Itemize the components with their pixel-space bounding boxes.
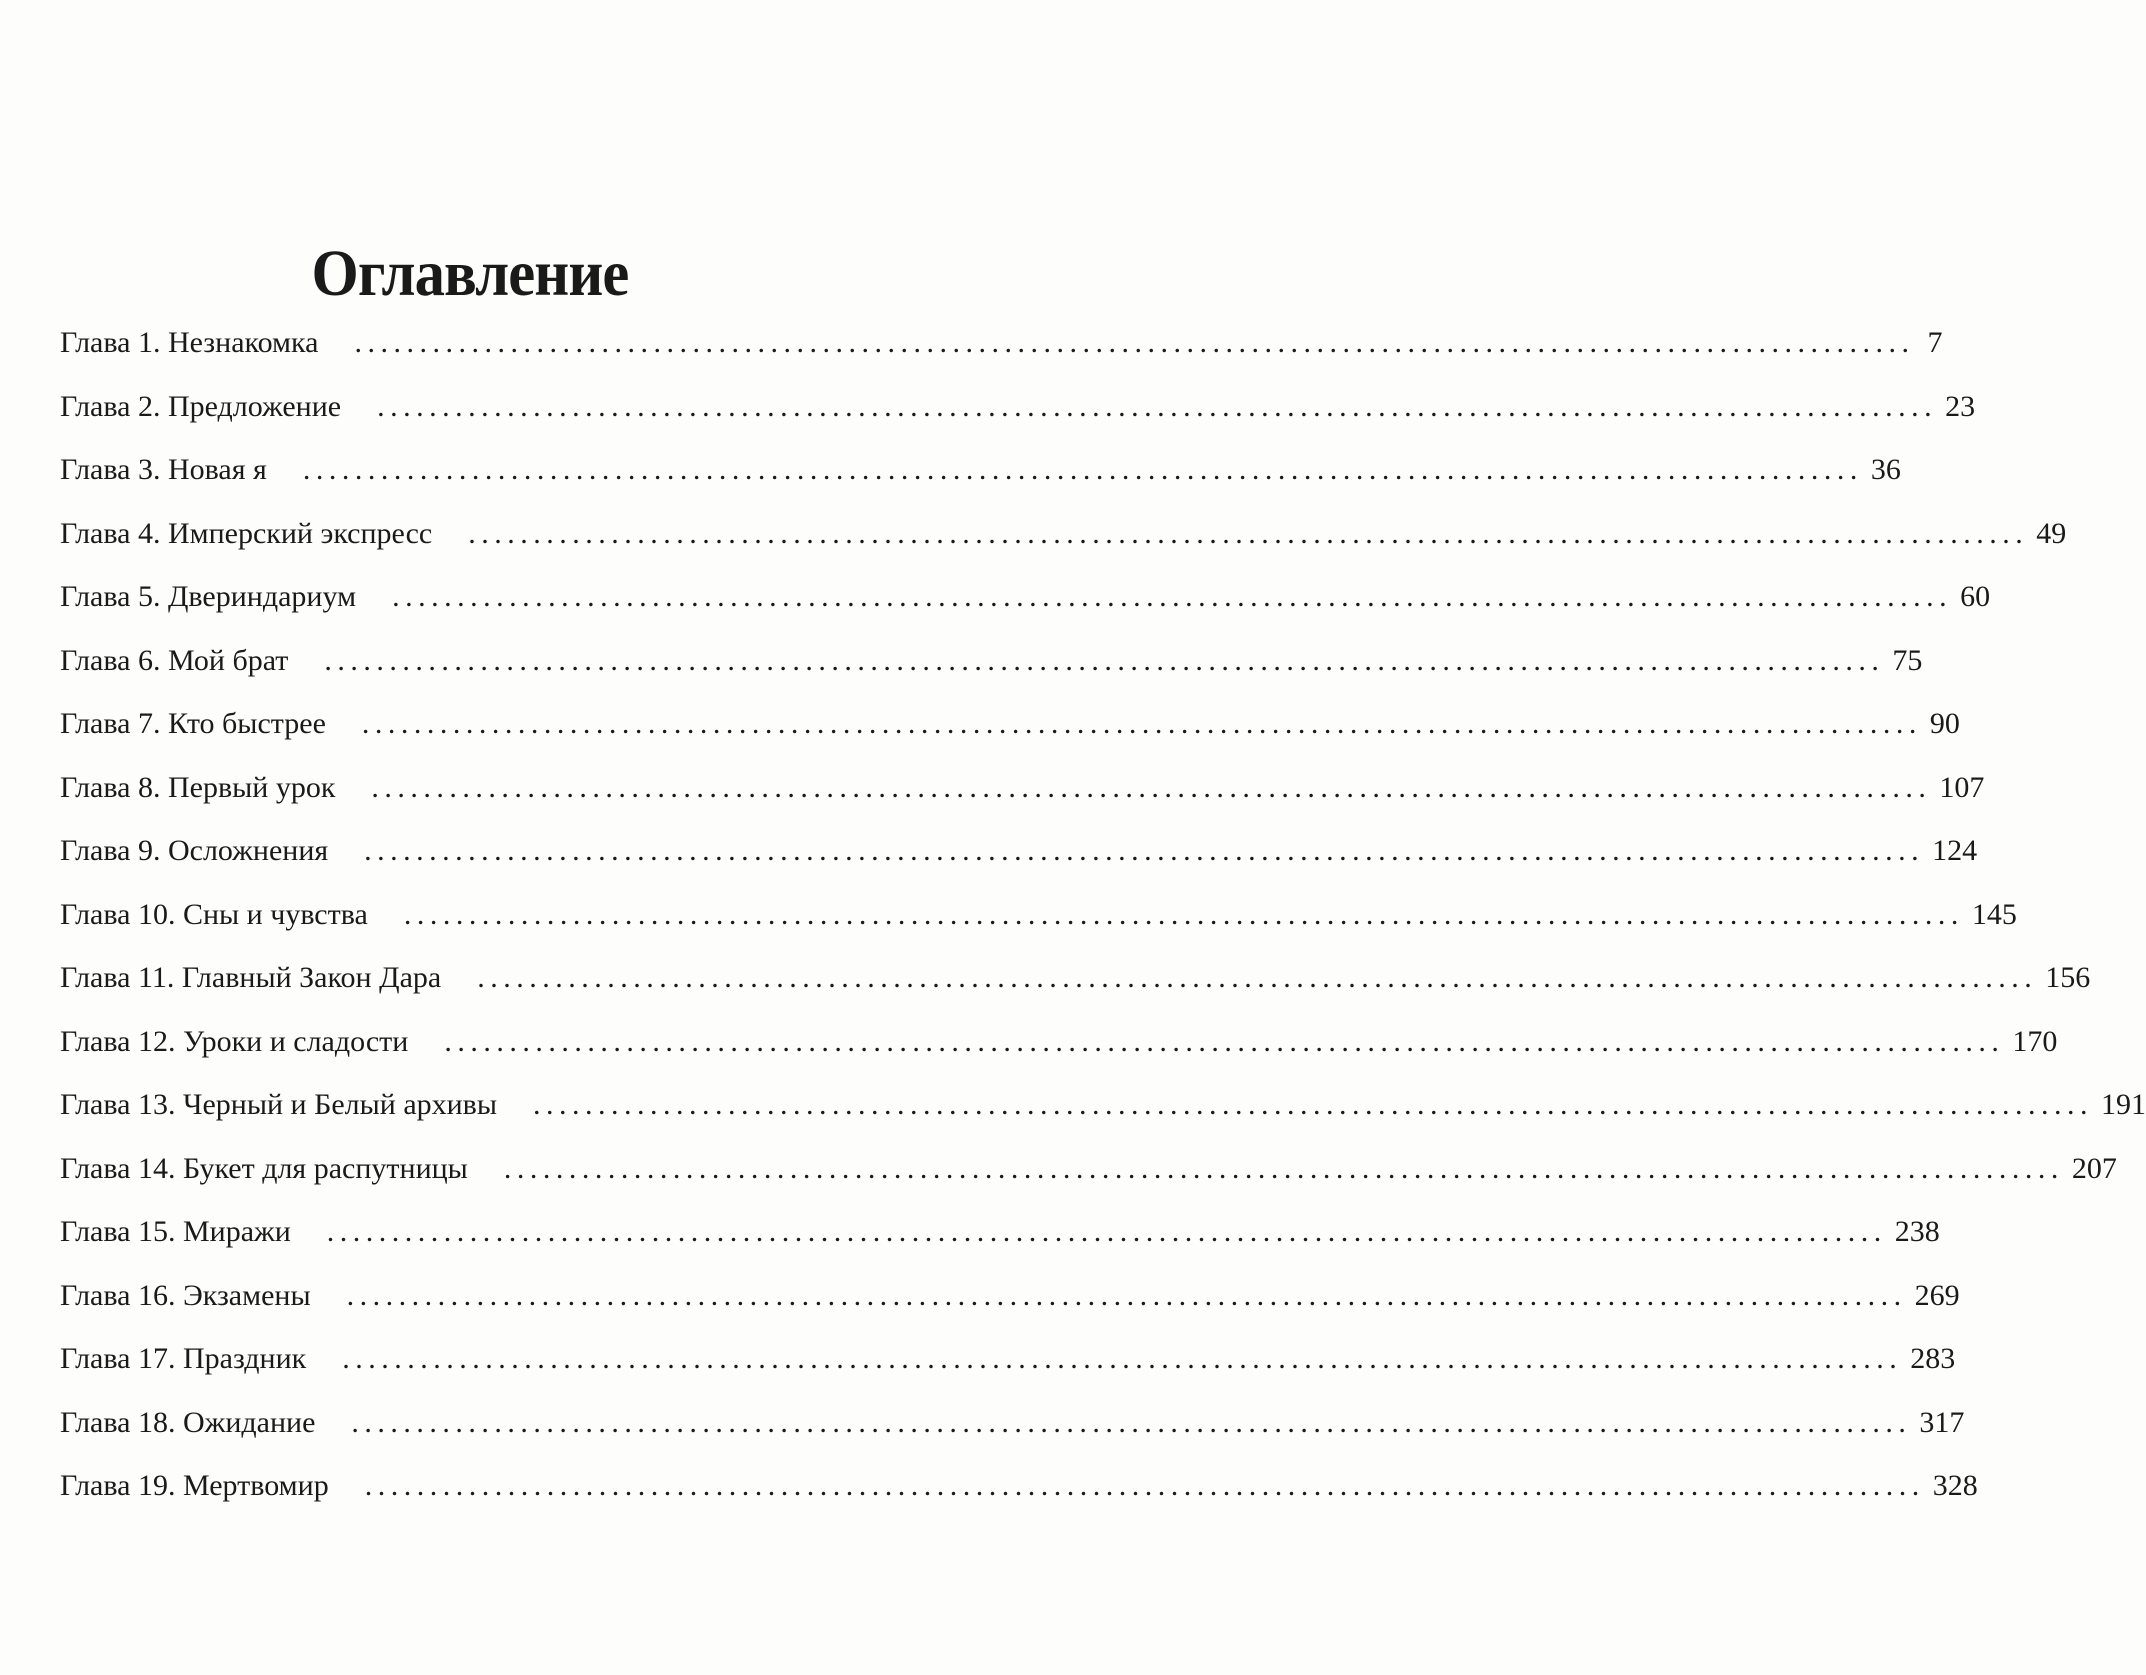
toc-entry <box>60 834 1978 898</box>
page-title: Оглавление <box>311 237 629 311</box>
dot-leader: ........................................................................................................................ <box>403 897 1964 931</box>
toc-entry <box>60 897 2017 962</box>
chapter-title: Глава 16. Экзамены <box>60 1278 311 1312</box>
toc-entry <box>60 1278 1960 1343</box>
toc-entry <box>60 643 1923 708</box>
toc-entry <box>60 453 1901 517</box>
chapter-title: Глава 15. Миражи <box>60 1215 291 1248</box>
chapter-title: Глава 4. Имперский экспресс <box>60 516 433 550</box>
chapter-title: Глава 2. Предложение <box>60 389 342 423</box>
dot-leader: ........................................................................................................................ <box>444 1024 2005 1058</box>
chapter-title: Глава 9. Осложнения <box>60 834 329 867</box>
dot-leader: ........................................................................................................................ <box>377 389 1938 423</box>
chapter-title: Глава 14. Букет для распутницы <box>60 1151 468 1185</box>
page-number: 328 <box>1932 1469 1978 1502</box>
page-number: 36 <box>1870 453 1901 486</box>
page-number: 124 <box>1932 834 1978 867</box>
dot-leader: ........................................................................................................................ <box>468 516 2029 550</box>
chapter-title: Глава 19. Мертвомир <box>60 1469 329 1502</box>
dot-leader: ........................................................................................................................ <box>354 326 1915 359</box>
toc-entry <box>60 1405 1965 1470</box>
dot-leader: ........................................................................................................................ <box>342 1342 1903 1375</box>
dot-leader: ........................................................................................................................ <box>503 1151 2064 1185</box>
dot-leader: ........................................................................................................................ <box>392 580 1953 613</box>
page-number: 107 <box>1939 770 1985 804</box>
dot-leader: ........................................................................................................................ <box>346 1278 1907 1312</box>
chapter-title: Глава 6. Мой брат <box>60 643 289 677</box>
dot-leader: ........................................................................................................................ <box>364 1469 1925 1502</box>
toc-entry <box>60 1469 1978 1533</box>
page-number: 207 <box>2071 1151 2117 1185</box>
chapter-title: Глава 13. Черный и Белый архивы <box>60 1088 498 1121</box>
chapter-title: Глава 5. Двериндариум <box>60 580 357 613</box>
toc-entry <box>60 1088 2146 1152</box>
toc-entry <box>60 707 1960 771</box>
page-number: 269 <box>1914 1278 1960 1312</box>
page-number: 75 <box>1892 643 1923 677</box>
chapter-title: Глава 8. Первый урок <box>60 770 336 804</box>
toc-entry <box>60 326 1943 390</box>
dot-leader: ........................................................................................................................ <box>326 1215 1887 1248</box>
page-number: 170 <box>2012 1024 2058 1058</box>
chapter-title: Глава 3. Новая я <box>60 453 267 486</box>
chapter-title: Глава 10. Сны и чувства <box>60 897 368 931</box>
toc-entry <box>60 1342 1956 1406</box>
dot-leader: ........................................................................................................................ <box>533 1088 2094 1121</box>
dot-leader: ........................................................................................................................ <box>364 834 1925 867</box>
page-number: 156 <box>2045 961 2091 994</box>
toc-entry <box>60 1024 2058 1089</box>
page-number: 23 <box>1945 389 1976 423</box>
table-of-contents <box>60 326 2146 1533</box>
toc-entry <box>60 580 1991 644</box>
page-number: 60 <box>1960 580 1991 613</box>
chapter-title: Глава 17. Праздник <box>60 1342 307 1375</box>
chapter-title: Глава 11. Главный Закон Дара <box>60 961 442 994</box>
page-number: 317 <box>1919 1405 1965 1439</box>
toc-entry <box>60 1151 2117 1216</box>
page-number: 49 <box>2036 516 2067 550</box>
page-number: 238 <box>1894 1215 1940 1248</box>
chapter-title: Глава 7. Кто быстрее <box>60 707 326 740</box>
page-number: 145 <box>1971 897 2017 931</box>
toc-entry <box>60 389 1976 454</box>
dot-leader: ........................................................................................................................ <box>324 643 1885 677</box>
toc-entry <box>60 961 2091 1025</box>
page-number: 191 <box>2101 1088 2146 1121</box>
toc-entry <box>60 516 2067 581</box>
page-number: 90 <box>1929 707 1960 740</box>
dot-leader: ........................................................................................................................ <box>302 453 1863 486</box>
dot-leader: ........................................................................................................................ <box>351 1405 1912 1439</box>
page-number: 7 <box>1927 326 1943 359</box>
chapter-title: Глава 18. Ожидание <box>60 1405 316 1439</box>
dot-leader: ........................................................................................................................ <box>371 770 1932 804</box>
toc-entry <box>60 1215 1940 1279</box>
chapter-title: Глава 1. Незнакомка <box>60 326 319 359</box>
page-number: 283 <box>1910 1342 1956 1375</box>
dot-leader: ........................................................................................................................ <box>477 961 2038 994</box>
chapter-title: Глава 12. Уроки и сладости <box>60 1024 409 1058</box>
toc-entry <box>60 770 1985 835</box>
dot-leader: ........................................................................................................................ <box>361 707 1922 740</box>
